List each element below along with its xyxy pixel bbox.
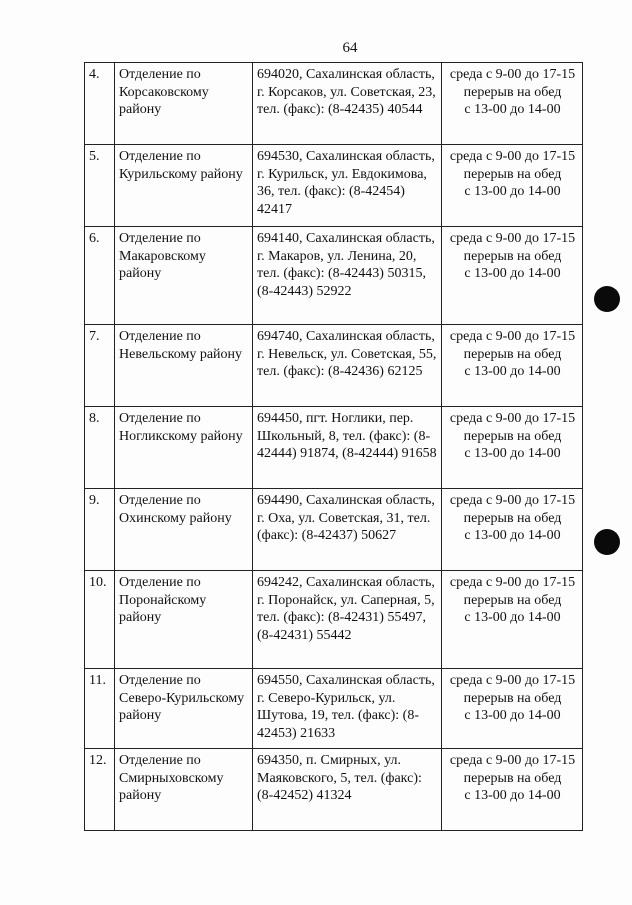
row-number: 5. bbox=[85, 145, 115, 227]
schedule-break-label: перерыв на обед bbox=[463, 428, 562, 444]
table-row bbox=[85, 227, 583, 325]
schedule-hours: среда с 9-00 до 17-15 bbox=[449, 411, 576, 426]
table-row bbox=[85, 749, 583, 831]
row-number: 7. bbox=[85, 325, 115, 407]
schedule-break-time: с 13-00 до 14-00 bbox=[464, 610, 561, 625]
address-contact: 694020, Сахалинская область, г. Корсаков, ул. Советская, 23, тел. (факс): (8-42435) 40544 bbox=[253, 63, 442, 145]
schedule-hours: среда с 9-00 до 17-15 bbox=[449, 493, 576, 508]
schedule-hours: среда с 9-00 до 17-15 bbox=[449, 329, 576, 344]
department-name: Отделение по Поронайскому району bbox=[115, 571, 253, 669]
table-row bbox=[85, 669, 583, 749]
schedule-cell bbox=[442, 669, 583, 749]
schedule-break-label: перерыв на обед bbox=[463, 592, 562, 608]
schedule-break-time: с 13-00 до 14-00 bbox=[464, 528, 561, 543]
punch-hole-bottom bbox=[594, 529, 620, 555]
schedule-hours: среда с 9-00 до 17-15 bbox=[449, 673, 576, 688]
schedule-break-time: с 13-00 до 14-00 bbox=[464, 364, 561, 379]
department-name: Отделение по Корсаковскому району bbox=[115, 63, 253, 145]
schedule-cell bbox=[442, 227, 583, 325]
address-contact: 694242, Сахалинская область, г. Поронайск, ул. Саперная, 5, тел. (факс): (8-42431) 55497, (8-42431) 55442 bbox=[253, 571, 442, 669]
schedule-hours: среда с 9-00 до 17-15 bbox=[449, 149, 576, 164]
table-row bbox=[85, 145, 583, 227]
address-contact: 694740, Сахалинская область, г. Невельск, ул. Советская, 55, тел. (факс): (8-42436) 62125 bbox=[253, 325, 442, 407]
address-contact: 694350, п. Смирных, ул. Маяковского, 5, тел. (факс): (8-42452) 41324 bbox=[253, 749, 442, 831]
row-number: 8. bbox=[85, 407, 115, 489]
schedule-cell bbox=[442, 407, 583, 489]
schedule-hours: среда с 9-00 до 17-15 bbox=[449, 231, 576, 246]
row-number: 10. bbox=[85, 571, 115, 669]
schedule-cell bbox=[442, 63, 583, 145]
table-row bbox=[85, 489, 583, 571]
schedule-cell bbox=[442, 325, 583, 407]
table-row bbox=[85, 325, 583, 407]
address-contact: 694450, пгт. Ноглики, пер. Школьный, 8, тел. (факс): (8-42444) 91874, (8-42444) 91658 bbox=[253, 407, 442, 489]
table-row bbox=[85, 571, 583, 669]
schedule-cell bbox=[442, 489, 583, 571]
department-name: Отделение по Макаровскому району bbox=[115, 227, 253, 325]
schedule-break-time: с 13-00 до 14-00 bbox=[464, 708, 561, 723]
address-contact: 694490, Сахалинская область, г. Оха, ул. Советская, 31, тел. (факс): (8-42437) 50627 bbox=[253, 489, 442, 571]
row-number: 12. bbox=[85, 749, 115, 831]
offices-table bbox=[84, 62, 583, 831]
schedule-break-label: перерыв на обед bbox=[463, 248, 562, 264]
schedule-break-time: с 13-00 до 14-00 bbox=[464, 102, 561, 117]
schedule-break-label: перерыв на обед bbox=[463, 510, 562, 526]
schedule-break-label: перерыв на обед bbox=[463, 770, 562, 786]
schedule-break-time: с 13-00 до 14-00 bbox=[464, 788, 561, 803]
schedule-break-label: перерыв на обед bbox=[463, 690, 562, 706]
department-name: Отделение по Смирныховскому району bbox=[115, 749, 253, 831]
schedule-hours: среда с 9-00 до 17-15 bbox=[449, 575, 576, 590]
department-name: Отделение по Курильскому району bbox=[115, 145, 253, 227]
schedule-break-label: перерыв на обед bbox=[463, 84, 562, 100]
department-name: Отделение по Северо-Курильскому району bbox=[115, 669, 253, 749]
schedule-break-time: с 13-00 до 14-00 bbox=[464, 266, 561, 281]
schedule-cell bbox=[442, 145, 583, 227]
address-contact: 694550, Сахалинская область, г. Северо-Курильск, ул. Шутова, 19, тел. (факс): (8-42453) 21633 bbox=[253, 669, 442, 749]
department-name: Отделение по Охинскому району bbox=[115, 489, 253, 571]
schedule-break-time: с 13-00 до 14-00 bbox=[464, 446, 561, 461]
schedule-hours: среда с 9-00 до 17-15 bbox=[449, 67, 576, 82]
address-contact: 694530, Сахалинская область, г. Курильск, ул. Евдокимова, 36, тел. (факс): (8-42454) 42417 bbox=[253, 145, 442, 227]
table-row bbox=[85, 63, 583, 145]
row-number: 4. bbox=[85, 63, 115, 145]
schedule-break-time: с 13-00 до 14-00 bbox=[464, 184, 561, 199]
row-number: 6. bbox=[85, 227, 115, 325]
table-row bbox=[85, 407, 583, 489]
schedule-cell bbox=[442, 749, 583, 831]
schedule-break-label: перерыв на обед bbox=[463, 346, 562, 362]
schedule-cell bbox=[442, 571, 583, 669]
department-name: Отделение по Ногликскому району bbox=[115, 407, 253, 489]
punch-hole-top bbox=[594, 286, 620, 312]
page-number: 64 bbox=[342, 40, 358, 56]
row-number: 9. bbox=[85, 489, 115, 571]
schedule-break-label: перерыв на обед bbox=[463, 166, 562, 182]
row-number: 11. bbox=[85, 669, 115, 749]
department-name: Отделение по Невельскому району bbox=[115, 325, 253, 407]
address-contact: 694140, Сахалинская область, г. Макаров, ул. Ленина, 20, тел. (факс): (8-42443) 50315, (8-42443) 52922 bbox=[253, 227, 442, 325]
schedule-hours: среда с 9-00 до 17-15 bbox=[449, 753, 576, 768]
